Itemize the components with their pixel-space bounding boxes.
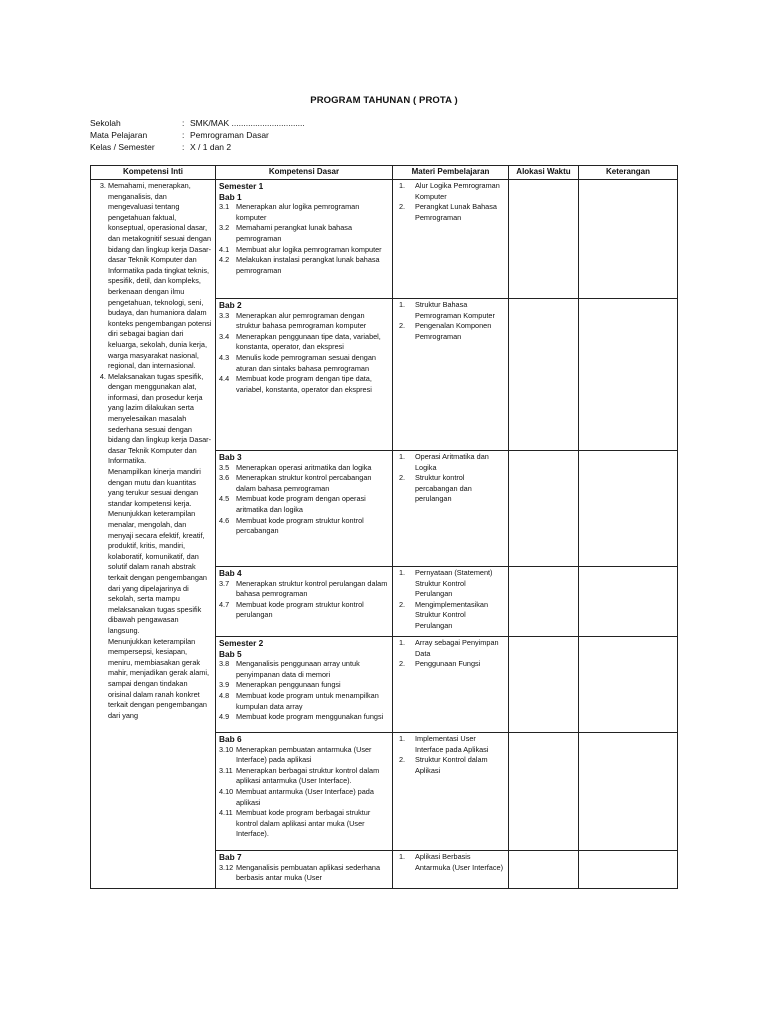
header-kompetensi-inti: Kompetensi Inti [91, 166, 216, 180]
materi-cell [393, 851, 509, 889]
kd-item [219, 680, 389, 691]
section-heading: Bab 2 [219, 300, 242, 310]
kd-number: 4.10 [219, 786, 234, 796]
kompetensi-dasar-cell [216, 733, 393, 851]
materi-item [396, 202, 505, 223]
kompetensi-dasar-cell [216, 451, 393, 567]
materi-number: 2. [399, 473, 406, 483]
kd-item [219, 202, 389, 223]
kompetensi-dasar-cell [216, 299, 393, 451]
section-heading: Bab 4 [219, 568, 242, 578]
materi-number: 1. [399, 181, 406, 190]
materi-text: Implementasi User Interface pada Aplikasi [415, 734, 489, 754]
header-keterangan: Keterangan [579, 166, 678, 180]
kd-item [219, 374, 389, 395]
materi-number: 2. [399, 659, 406, 669]
kd-number: 4.2 [219, 255, 230, 265]
keterangan-cell [579, 299, 678, 451]
materi-item [396, 181, 505, 202]
materi-text: Array sebagai Penyimpan Data [415, 638, 499, 658]
materi-item [396, 852, 505, 873]
meta-label: Sekolah [90, 118, 121, 128]
kd-number: 3.4 [219, 331, 230, 341]
materi-item [396, 452, 505, 473]
table-header-row [91, 166, 678, 180]
kompetensi-dasar-cell [216, 567, 393, 637]
meta-colon: : [182, 142, 185, 152]
meta-colon: : [182, 118, 185, 128]
page-title: PROGRAM TAHUNAN ( PROTA ) [310, 95, 458, 106]
kd-text: Membuat kode program dengan operasi aritmatika dan logika [236, 494, 366, 514]
materi-cell [393, 180, 509, 299]
materi-item [396, 321, 505, 342]
kd-text: Membuat kode program berbagai struktur kontrol dalam aplikasi antar muka (User Interface). [236, 808, 371, 839]
kd-text: Menerapkan penggunaan tipe data, variabel, konstanta, operator, dan ekspresi [236, 331, 381, 352]
kd-text: Membuat kode program menggunakan fungsi [236, 712, 384, 722]
kd-number: 3.2 [219, 223, 230, 233]
materi-cell [393, 637, 509, 733]
kd-text: Membuat kode program struktur kontrol perulangan [236, 599, 364, 620]
kd-number: 4.4 [219, 374, 230, 384]
header-materi: Materi Pembelajaran [393, 166, 509, 180]
kd-item [219, 712, 389, 723]
materi-item [396, 638, 505, 659]
materi-cell [393, 451, 509, 567]
meta-value: SMK/MAK ............................... [190, 118, 305, 128]
kd-item [219, 863, 389, 884]
meta-label: Kelas / Semester [90, 142, 155, 152]
materi-number: 1. [399, 734, 406, 743]
table-row [91, 180, 678, 299]
kd-text: Memahami perangkat lunak bahasa pemrograman [236, 223, 353, 243]
ki-paragraph: Menampilkan kinerja mandiri dengan mutu dan kuantitas yang terukur sesuai dengan standar kompetensi kerja. [108, 467, 201, 508]
kd-number: 3.1 [219, 202, 230, 212]
section-heading: Bab 1 [219, 191, 242, 202]
kd-item [219, 245, 389, 256]
meta-row-sekolah [90, 117, 305, 129]
kd-item [219, 808, 389, 840]
materi-item [396, 300, 505, 321]
materi-text: Alur Logika Pemrograman Komputer [415, 181, 500, 201]
alokasi-cell [509, 851, 579, 889]
kd-item [219, 473, 389, 494]
materi-text: Pernyataan (Statement) Struktur Kontrol Perulangan [415, 568, 493, 599]
materi-item [396, 600, 505, 632]
materi-number: 2. [399, 755, 406, 765]
kompetensi-dasar-cell [216, 637, 393, 733]
alokasi-cell [509, 637, 579, 733]
kd-item [219, 332, 389, 353]
keterangan-cell [579, 567, 678, 637]
kd-text: Menerapkan pembuatan antarmuka (User Interface) pada aplikasi [236, 744, 372, 765]
materi-number: 1. [399, 852, 406, 861]
keterangan-cell [579, 733, 678, 851]
kompetensi-dasar-cell [216, 180, 393, 299]
header-kompetensi-dasar: Kompetensi Dasar [216, 166, 393, 180]
section-heading: Bab 7 [219, 852, 242, 862]
alokasi-cell [509, 180, 579, 299]
ki-item-4: 4. Melaksanakan tugas spesifik, dengan menggunakan alat, informasi, dan prosedur kerja yang lazim dilakukan serta menyelesaikan masalah sederhana sesuai dengan bidang dan lingkup kerja Dasar-dasar Teknik Komputer dan Informatika. [108, 372, 212, 467]
ki-item-3: 3. Memahami, menerapkan, menganalisis, dan mengevaluasi tentang pengetahuan faktual, konseptual, operasional dasar, dan metakognitif sesuai dengan bidang dan lingkup kerja Dasar-dasar Teknik Komputer dan Informatika pada tingkat teknis, spesifik, detil, dan kompleks, berkenaan dengan ilmu pengetahuan, teknologi, seni, budaya, dan humaniora dalam konteks pengembangan potensi diri sebagai bagian dari keluarga, sekolah, dunia kerja, warga masyarakat nasional, regional, dan internasional. [108, 181, 212, 372]
kd-item [219, 494, 389, 515]
kd-number: 4.3 [219, 352, 230, 362]
kd-item [219, 691, 389, 712]
meta-row-kelas [90, 141, 305, 153]
header-alokasi: Alokasi Waktu [509, 166, 579, 180]
keterangan-cell [579, 637, 678, 733]
materi-item [396, 659, 505, 670]
kd-text: Menganalisis penggunaan array untuk penyimpanan data di memori [236, 659, 360, 679]
kd-number: 3.9 [219, 680, 230, 690]
materi-number: 2. [399, 202, 406, 212]
kd-number: 4.1 [219, 244, 230, 254]
materi-item [396, 755, 505, 776]
keterangan-cell [579, 180, 678, 299]
materi-cell [393, 733, 509, 851]
alokasi-cell [509, 733, 579, 851]
kd-number: 3.12 [219, 862, 234, 872]
section-heading: Semester 2 [219, 638, 264, 648]
materi-cell [393, 567, 509, 637]
document-meta [90, 117, 305, 153]
section-heading: Bab 5 [219, 648, 242, 659]
materi-number: 1. [399, 452, 406, 461]
kd-number: 3.7 [219, 578, 230, 588]
materi-text: Operasi Aritmatika dan Logika [415, 452, 489, 472]
kd-text: Menganalisis pembuatan aplikasi sederhana berbasis antar muka (User [236, 862, 381, 883]
kd-text: Menerapkan operasi aritmatika dan logika [236, 462, 372, 472]
materi-number: 2. [399, 599, 406, 609]
meta-label: Mata Pelajaran [90, 130, 148, 140]
materi-number: 1. [399, 638, 406, 647]
materi-text: Struktur Bahasa Pemrograman Komputer [415, 300, 495, 320]
kd-item [219, 745, 389, 766]
kd-text: Membuat antarmuka (User Interface) pada aplikasi [236, 786, 374, 807]
kd-number: 3.6 [219, 473, 230, 483]
kd-item [219, 516, 389, 537]
kd-text: Melakukan instalasi perangkat lunak bahasa pemrograman [236, 255, 380, 275]
kd-text: Menerapkan struktur kontrol perulangan dalam bahasa pemrograman [236, 578, 388, 599]
materi-item [396, 473, 505, 505]
kd-item [219, 311, 389, 332]
section-heading: Bab 6 [219, 734, 242, 744]
kd-number: 3.5 [219, 462, 230, 472]
prota-table [90, 165, 678, 889]
keterangan-cell [579, 451, 678, 567]
kd-item [219, 463, 389, 474]
kd-text: Menerapkan alur logika pemrograman komputer [236, 202, 360, 222]
kd-number: 3.8 [219, 659, 230, 669]
kd-item [219, 579, 389, 600]
kd-number: 3.11 [219, 765, 233, 775]
kd-item [219, 223, 389, 244]
kd-text: Menerapkan struktur kontrol percabangan dalam bahasa pemrograman [236, 473, 372, 493]
materi-item [396, 734, 505, 755]
alokasi-cell [509, 299, 579, 451]
kd-number: 4.5 [219, 494, 230, 504]
kd-item [219, 600, 389, 621]
materi-number: 1. [399, 300, 406, 309]
kd-text: Menerapkan penggunaan fungsi [236, 680, 341, 690]
meta-value: Pemrograman Dasar [190, 130, 269, 140]
kd-text: Menerapkan berbagai struktur kontrol dalam aplikasi antarmuka (User Interface). [236, 765, 380, 786]
kd-number: 4.7 [219, 599, 230, 609]
kompetensi-dasar-cell [216, 851, 393, 889]
kd-text: Membuat kode program dengan tipe data, variabel, konstanta, operator dan ekspresi [236, 374, 372, 394]
ki-list [94, 181, 212, 467]
kd-item [219, 766, 389, 787]
kd-item [219, 353, 389, 374]
materi-text: Struktur Kontrol dalam Aplikasi [415, 755, 488, 775]
materi-text: Struktur kontrol percabangan dan perulangan [415, 473, 472, 504]
kd-number: 4.6 [219, 515, 230, 525]
materi-text: Mengimplementasikan Struktur Kontrol Perulangan [415, 599, 489, 630]
materi-number: 2. [399, 321, 406, 331]
kd-item [219, 255, 389, 276]
materi-item [396, 568, 505, 600]
alokasi-cell [509, 567, 579, 637]
meta-colon: : [182, 130, 185, 140]
kd-number: 4.11 [219, 808, 233, 818]
kd-text: Membuat kode program struktur kontrol percabangan [236, 515, 364, 536]
kd-text: Menulis kode pemrograman sesuai dengan aturan dan sintaks bahasa pemrograman [236, 352, 376, 373]
materi-number: 1. [399, 568, 406, 577]
section-heading: Semester 1 [219, 181, 264, 191]
materi-text: Pengenalan Komponen Pemrograman [415, 321, 492, 341]
kd-number: 3.3 [219, 310, 230, 320]
kd-item [219, 787, 389, 808]
keterangan-cell [579, 851, 678, 889]
alokasi-cell [509, 451, 579, 567]
kd-text: Membuat kode program untuk menampilkan kumpulan data array [236, 690, 379, 711]
section-heading: Bab 3 [219, 452, 242, 462]
ki-paragraph: Menunjukkan keterampilan mempersepsi, kesiapan, meniru, membiasakan gerak mahir, menjadikan gerak alami, sampai dengan tindakan orisinal dalam ranah konkret terkait dengan pengembangan dari yang [108, 636, 209, 720]
kd-number: 4.8 [219, 690, 230, 700]
kd-text: Menerapkan alur pemrograman dengan struktur bahasa pemrograman komputer [236, 310, 367, 331]
kd-item [219, 659, 389, 680]
materi-text: Aplikasi Berbasis Antarmuka (User Interface) [415, 852, 503, 872]
ki-paragraph: Menunjukkan keterampilan menalar, mengolah, dan menyaji secara efektif, kreatif, produktif, kritis, mandiri, kolaboratif, komunikatif, dan solutif dalam ranah abstrak terkait dengan pengembangan dari yang dipelajarinya di sekolah, serta mampu melaksanakan tugas spesifik dibawah pengawasan langsung. [108, 509, 207, 635]
kd-number: 3.10 [219, 744, 234, 754]
materi-cell [393, 299, 509, 451]
materi-text: Perangkat Lunak Bahasa Pemrograman [415, 202, 497, 222]
meta-row-mapel [90, 129, 305, 141]
meta-value: X / 1 dan 2 [190, 142, 232, 152]
kd-text: Membuat alur logika pemrograman komputer [236, 244, 382, 254]
materi-text: Penggunaan Fungsi [415, 659, 481, 669]
kd-number: 4.9 [219, 712, 230, 722]
kompetensi-inti-cell [91, 180, 216, 889]
